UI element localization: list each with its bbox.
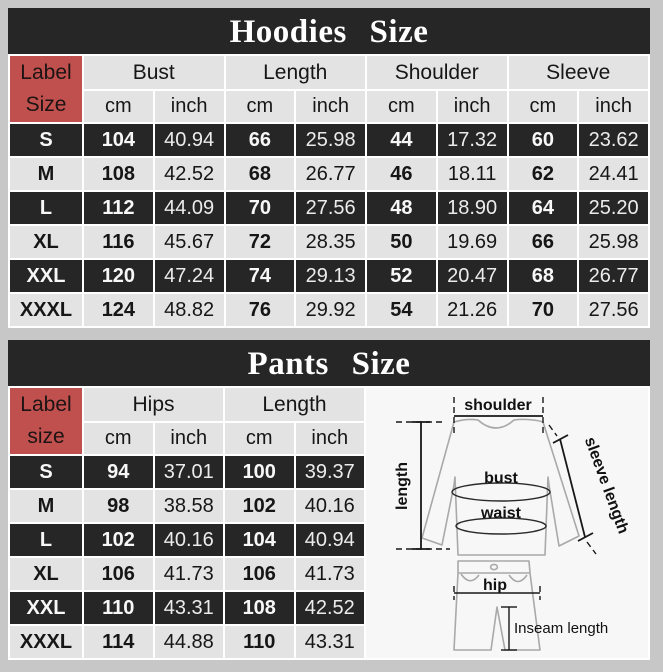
pants-size-table xyxy=(8,386,366,660)
table-row xyxy=(10,192,648,224)
value-cell: 46 xyxy=(367,158,436,190)
unit-cm: cm xyxy=(226,91,295,122)
pants-group-header-row xyxy=(10,388,364,421)
table-row xyxy=(10,490,364,522)
unit-inch: inch xyxy=(155,423,224,454)
shorts-pocket-left xyxy=(461,574,479,581)
sleeve-length-label: sleeve length xyxy=(580,434,632,536)
pants-section xyxy=(8,340,650,660)
pants-table-head xyxy=(10,388,364,454)
value-cell: 28.35 xyxy=(296,226,365,258)
shorts-pocket-right xyxy=(509,575,527,582)
value-cell: 26.77 xyxy=(296,158,365,190)
value-cell: 64 xyxy=(509,192,578,224)
value-cell: 116 xyxy=(84,226,153,258)
value-cell: 39.37 xyxy=(296,456,365,488)
hoodies-group-header-row xyxy=(10,56,648,89)
value-cell: 19.69 xyxy=(438,226,507,258)
value-cell: 98 xyxy=(84,490,153,522)
table-row xyxy=(10,294,648,326)
value-cell: 24.41 xyxy=(579,158,648,190)
size-label-cell: XXXL xyxy=(10,626,82,658)
hoodies-col-sleeve: Sleeve xyxy=(509,56,649,89)
size-label-cell: M xyxy=(10,158,82,190)
table-row xyxy=(10,524,364,556)
unit-inch: inch xyxy=(296,91,365,122)
hoodies-label-header xyxy=(10,56,82,122)
value-cell: 18.11 xyxy=(438,158,507,190)
value-cell: 66 xyxy=(226,124,295,156)
size-label-cell: M xyxy=(10,490,82,522)
value-cell: 68 xyxy=(509,260,578,292)
unit-inch: inch xyxy=(579,91,648,122)
size-label-cell: S xyxy=(10,456,82,488)
value-cell: 72 xyxy=(226,226,295,258)
value-cell: 62 xyxy=(509,158,578,190)
value-cell: 68 xyxy=(226,158,295,190)
table-row xyxy=(10,592,364,624)
hoodies-col-shoulder: Shoulder xyxy=(367,56,507,89)
table-row xyxy=(10,158,648,190)
value-cell: 29.13 xyxy=(296,260,365,292)
value-cell: 94 xyxy=(84,456,153,488)
value-cell: 120 xyxy=(84,260,153,292)
value-cell: 108 xyxy=(225,592,294,624)
value-cell: 27.56 xyxy=(296,192,365,224)
value-cell: 25.20 xyxy=(579,192,648,224)
value-cell: 104 xyxy=(225,524,294,556)
value-cell: 29.92 xyxy=(296,294,365,326)
pants-body xyxy=(8,386,650,660)
value-cell: 44 xyxy=(367,124,436,156)
unit-inch: inch xyxy=(438,91,507,122)
value-cell: 124 xyxy=(84,294,153,326)
sleeve-guide-top xyxy=(549,425,557,436)
size-label-cell: XL xyxy=(10,226,82,258)
pants-col-length: Length xyxy=(225,388,364,421)
sleeve-guide-bottom xyxy=(587,542,596,554)
length-label: length xyxy=(394,462,411,510)
bust-label: bust xyxy=(484,470,518,487)
value-cell: 44.88 xyxy=(155,626,224,658)
pants-col-hips: Hips xyxy=(84,388,223,421)
size-label-cell: XXL xyxy=(10,260,82,292)
size-label-cell: XL xyxy=(10,558,82,590)
hoodies-table-head xyxy=(10,56,648,122)
size-label-cell: XXXL xyxy=(10,294,82,326)
value-cell: 60 xyxy=(509,124,578,156)
hoodies-col-bust: Bust xyxy=(84,56,224,89)
unit-inch: inch xyxy=(155,91,224,122)
hoodies-section xyxy=(8,8,650,328)
value-cell: 40.16 xyxy=(155,524,224,556)
table-row xyxy=(10,558,364,590)
measurement-diagram xyxy=(366,388,648,658)
shorts-button-icon xyxy=(491,564,498,569)
size-label-cell: S xyxy=(10,124,82,156)
garment-measurement-illustration xyxy=(366,388,648,658)
value-cell: 40.94 xyxy=(296,524,365,556)
size-label-cell: L xyxy=(10,192,82,224)
value-cell: 41.73 xyxy=(155,558,224,590)
value-cell: 70 xyxy=(509,294,578,326)
value-cell: 74 xyxy=(226,260,295,292)
value-cell: 23.62 xyxy=(579,124,648,156)
pants-label-header xyxy=(10,388,82,454)
value-cell: 41.73 xyxy=(296,558,365,590)
hoodies-size-table xyxy=(8,54,650,328)
value-cell: 18.90 xyxy=(438,192,507,224)
pants-table-body xyxy=(10,456,364,658)
unit-cm: cm xyxy=(367,91,436,122)
value-cell: 76 xyxy=(226,294,295,326)
unit-cm: cm xyxy=(509,91,578,122)
value-cell: 37.01 xyxy=(155,456,224,488)
table-row xyxy=(10,260,648,292)
value-cell: 44.09 xyxy=(155,192,224,224)
value-cell: 108 xyxy=(84,158,153,190)
value-cell: 100 xyxy=(225,456,294,488)
value-cell: 20.47 xyxy=(438,260,507,292)
sleeve-tick-bottom xyxy=(578,533,593,541)
value-cell: 102 xyxy=(225,490,294,522)
value-cell: 48.82 xyxy=(155,294,224,326)
unit-inch: inch xyxy=(296,423,365,454)
label-line2: Size xyxy=(25,93,67,116)
value-cell: 66 xyxy=(509,226,578,258)
value-cell: 47.24 xyxy=(155,260,224,292)
value-cell: 25.98 xyxy=(296,124,365,156)
value-cell: 102 xyxy=(84,524,153,556)
value-cell: 42.52 xyxy=(296,592,365,624)
value-cell: 17.32 xyxy=(438,124,507,156)
value-cell: 40.94 xyxy=(155,124,224,156)
value-cell: 70 xyxy=(226,192,295,224)
value-cell: 106 xyxy=(225,558,294,590)
value-cell: 45.67 xyxy=(155,226,224,258)
unit-cm: cm xyxy=(84,91,153,122)
hoodies-table-body xyxy=(10,124,648,326)
hoodies-unit-header-row xyxy=(10,91,648,122)
table-row xyxy=(10,456,364,488)
label-line2: size xyxy=(27,425,65,448)
pants-title-bar xyxy=(8,340,650,386)
value-cell: 43.31 xyxy=(155,592,224,624)
label-line1: Label xyxy=(20,393,72,416)
value-cell: 42.52 xyxy=(155,158,224,190)
value-cell: 21.26 xyxy=(438,294,507,326)
size-label-cell: XXL xyxy=(10,592,82,624)
value-cell: 25.98 xyxy=(579,226,648,258)
value-cell: 26.77 xyxy=(579,260,648,292)
unit-cm: cm xyxy=(225,423,294,454)
value-cell: 48 xyxy=(367,192,436,224)
value-cell: 106 xyxy=(84,558,153,590)
waist-label: waist xyxy=(480,505,522,522)
table-row xyxy=(10,626,364,658)
value-cell: 112 xyxy=(84,192,153,224)
shoulder-label: shoulder xyxy=(464,397,532,414)
value-cell: 43.31 xyxy=(296,626,365,658)
size-label-cell: L xyxy=(10,524,82,556)
value-cell: 27.56 xyxy=(579,294,648,326)
table-row xyxy=(10,124,648,156)
table-row xyxy=(10,226,648,258)
value-cell: 38.58 xyxy=(155,490,224,522)
value-cell: 54 xyxy=(367,294,436,326)
hip-label: hip xyxy=(483,577,507,594)
value-cell: 40.16 xyxy=(296,490,365,522)
label-line1: Label xyxy=(20,61,72,84)
hoodies-title-bar xyxy=(8,8,650,54)
value-cell: 110 xyxy=(225,626,294,658)
value-cell: 52 xyxy=(367,260,436,292)
hoodies-col-length: Length xyxy=(226,56,366,89)
value-cell: 110 xyxy=(84,592,153,624)
value-cell: 114 xyxy=(84,626,153,658)
hoodies-title: Hoodies Size xyxy=(229,14,429,50)
value-cell: 50 xyxy=(367,226,436,258)
unit-cm: cm xyxy=(84,423,153,454)
pants-title: Pants Size xyxy=(247,346,411,382)
inseam-length-label: Inseam length xyxy=(514,620,609,637)
value-cell: 104 xyxy=(84,124,153,156)
